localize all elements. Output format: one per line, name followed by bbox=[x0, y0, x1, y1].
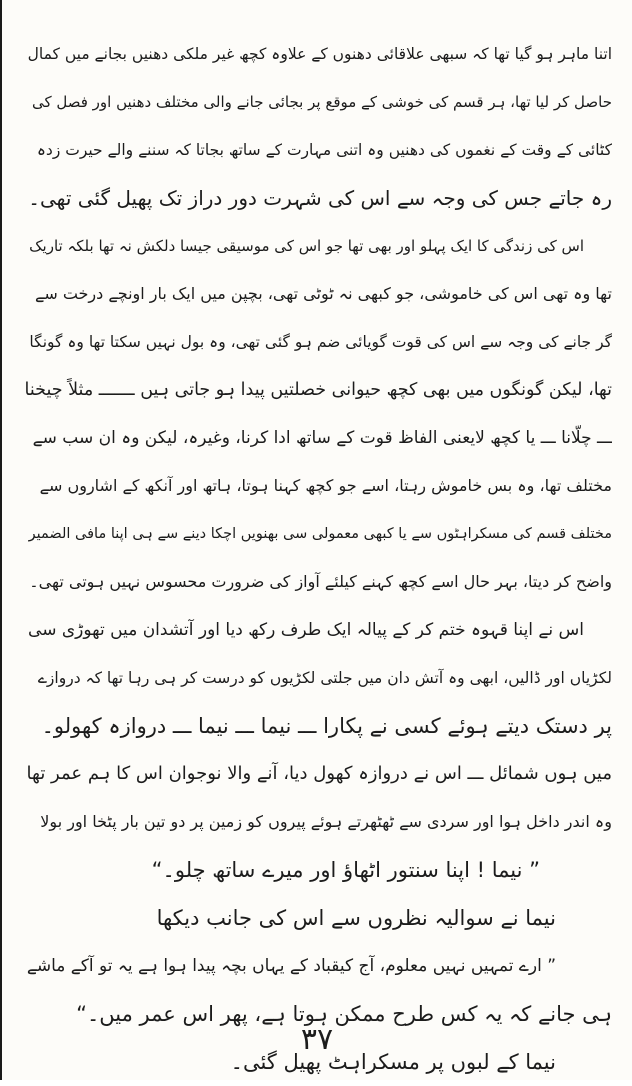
text-line: تھا، لیکن گونگوں میں بھی کچھ حیوانی خصلتیں پیدا ہو جاتی ہیں ـــــــ مثلاً چیخنا bbox=[24, 380, 612, 400]
text-line: اتنا ماہر ہو گیا تھا کہ سبھی علاقائی دھنوں کے علاوہ کچھ غیر ملکی دھنیں بجانے میں کمال bbox=[27, 45, 612, 63]
text-line: کٹائی کے وقت کے نغموں کی دھنیں وہ اتنی مہارت کے ساتھ بجاتا کہ سننے والے حیرت زدہ bbox=[36, 141, 612, 159]
text-line: مختلف تھا، وہ بس خاموش رہتا، اسے جو کچھ کہنا ہوتا، ہاتھ اور آنکھ کے اشاروں سے bbox=[39, 476, 612, 495]
text-line: حاصل کر لیا تھا، ہر قسم کی خوشی کے موقع پر بجائی جانے والی مختلف دھنیں اور فصل کی bbox=[31, 93, 612, 111]
text-line: میں ہوں شمائل ـــ اس نے دروازہ کھول دیا، آنے والا نوجوان اس کا ہم عمر تھا bbox=[26, 763, 612, 784]
text-line: گر جانے کی وجہ سے اس کی قوت گویائی ضم ہو گئی تھی، وہ بول نہیں سکتا تھا وہ گونگا bbox=[29, 333, 612, 351]
text-line: واضح کر دیتا، بہر حال اسے کچھ کہنے کیلئے آواز کی ضرورت محسوس نہیں ہوتی تھی۔ bbox=[29, 572, 612, 591]
text-line: نیما کے لبوں پر مسکراہٹ پھیل گئی۔ bbox=[230, 1050, 556, 1074]
paragraph-start-line: اس نے اپنا قہوہ ختم کر کے پیالہ ایک طرف رکھ دیا اور آتشدان میں تھوڑی سی bbox=[28, 620, 584, 640]
body-text bbox=[24, 30, 612, 1086]
paragraph-start-line: اس کی زندگی کا ایک پہلو اور بھی تھا جو اس کی موسیقی جیسا دلکش نہ تھا بلکہ تاریک bbox=[29, 237, 584, 255]
dialogue-line: ہی جانے کہ یہ کس طرح ممکن ہوتا ہے، پھر اس عمر میں۔“ bbox=[76, 1002, 612, 1026]
dialogue-line: ” ارے تمہیں نہیں معلوم، آج کیقباد کے یہاں بچہ پیدا ہوا ہے یہ تو آکے ماشے bbox=[26, 956, 556, 976]
text-line: ـــ چلّانا ـــ یا کچھ لایعنی الفاظ قوت کے ساتھ ادا کرنا، وغیرہ، لیکن وہ ان سب سے bbox=[32, 428, 612, 448]
text-line: تھا وہ تھی اس کی خاموشی، جو کبھی نہ ٹوٹی تھی، بچپن میں ایک بار اونچے درخت سے bbox=[34, 284, 612, 303]
page-number: ۳۷ bbox=[300, 1022, 334, 1057]
text-line: رہ جاتے جس کی وجہ سے اس کی شہرت دور دراز تک پھیل گئی تھی۔ bbox=[28, 186, 612, 210]
text-line: پر دستک دیتے ہوئے کسی نے پکارا ـــ نیما ـــ نیما ـــ دروازہ کھولو۔ bbox=[41, 714, 612, 738]
text-line: وہ اندر داخل ہوا اور سردی سے ٹھٹھرتے ہوئے پیروں کو زمین پر دو تین بار پٹخا اور بولا bbox=[40, 812, 612, 831]
text-line: نیما نے سوالیہ نظروں سے اس کی جانب دیکھا bbox=[156, 906, 556, 930]
text-line: لکڑیاں اور ڈالیں، ابھی وہ آتش دان میں جلتی لکڑیوں کو درست کر ہی رہا تھا کہ دروازے bbox=[37, 669, 612, 687]
dialogue-line: ” نیما ! اپنا سنتور اٹھاؤ اور میرے ساتھ چلو۔“ bbox=[151, 858, 540, 882]
text-line: مختلف قسم کی مسکراہٹوں سے یا کبھی معمولی سی بھنویں اچکا دینے سے ہی اپنا مافی الضمیر bbox=[28, 526, 612, 542]
